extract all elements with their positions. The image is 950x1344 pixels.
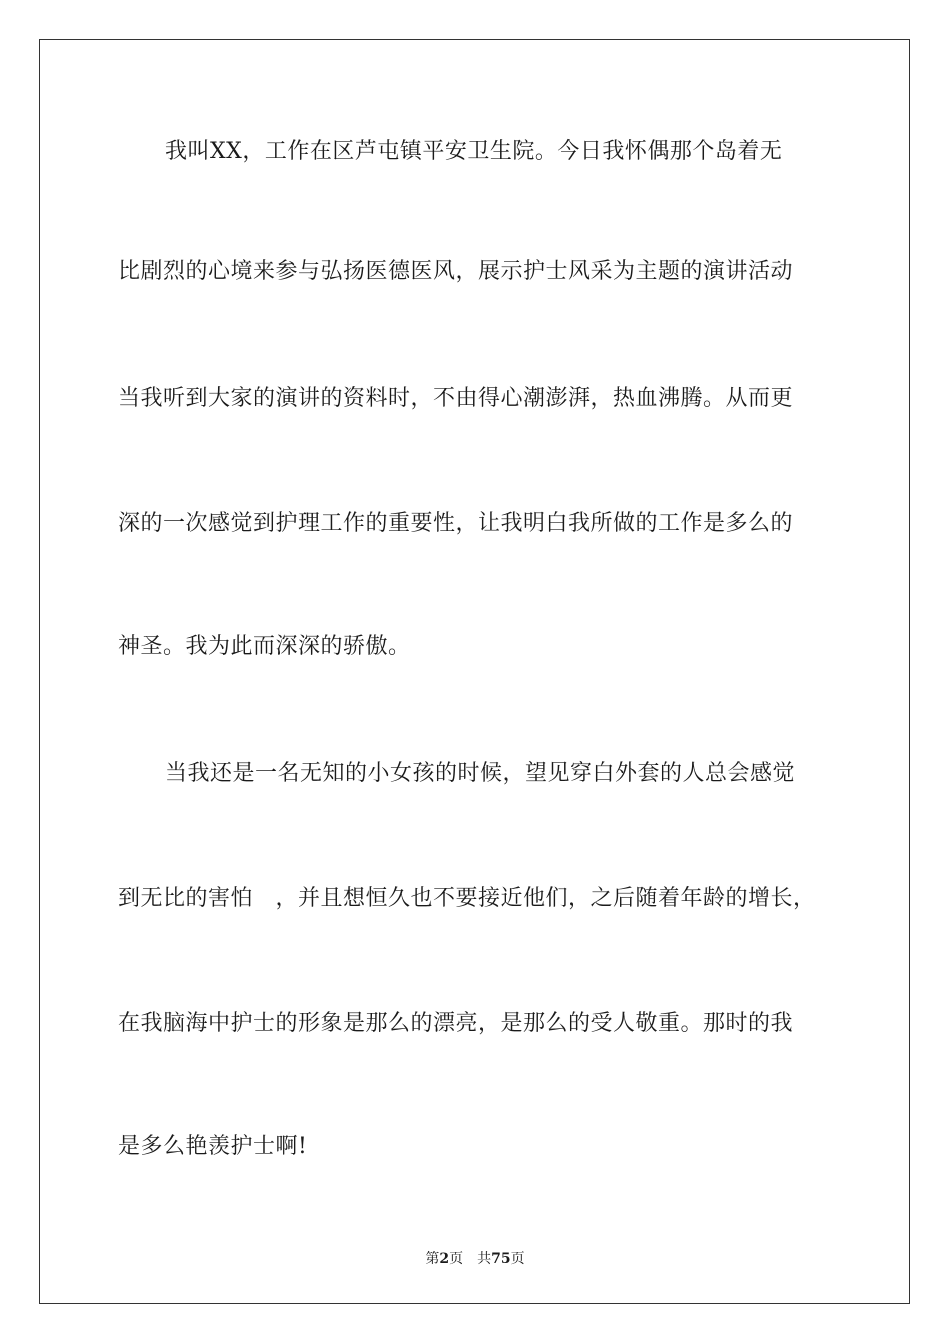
page-suffix: 页 [449,1251,464,1267]
page-prefix: 第 [425,1251,440,1267]
text-line: 我叫XX，工作在区芦屯镇平安卫生院。今日我怀偶那个岛着无 [165,139,783,164]
text-line: 当我听到大家的演讲的资料时，不由得心潮澎湃，热血沸腾。从而更 [118,386,794,411]
total-page-number: 75 [491,1251,511,1267]
text-line: 比剧烈的心境来参与弘扬医德医风，展示护士风采为主题的演讲活动 [118,259,794,284]
text-line: 在我脑海中护士的形象是那么的漂亮，是那么的受人敬重。那时的我 [118,1011,794,1036]
total-suffix: 页 [510,1251,525,1267]
page-footer [0,1248,950,1268]
current-page-number: 2 [439,1251,450,1267]
text-line: 是多么艳羡护士啊! [118,1134,308,1159]
text-line: 当我还是一名无知的小女孩的时候，望见穿白外套的人总会感觉 [165,761,796,786]
text-line: 深的一次感觉到护理工作的重要性，让我明白我所做的工作是多么的 [118,511,794,536]
total-prefix: 共 [477,1251,492,1267]
text-line: 到无比的害怕 ，并且想恒久也不要接近他们，之后随着年龄的增长， [118,886,816,911]
page-frame [39,39,910,1304]
text-line: 神圣。我为此而深深的骄傲。 [118,634,411,659]
